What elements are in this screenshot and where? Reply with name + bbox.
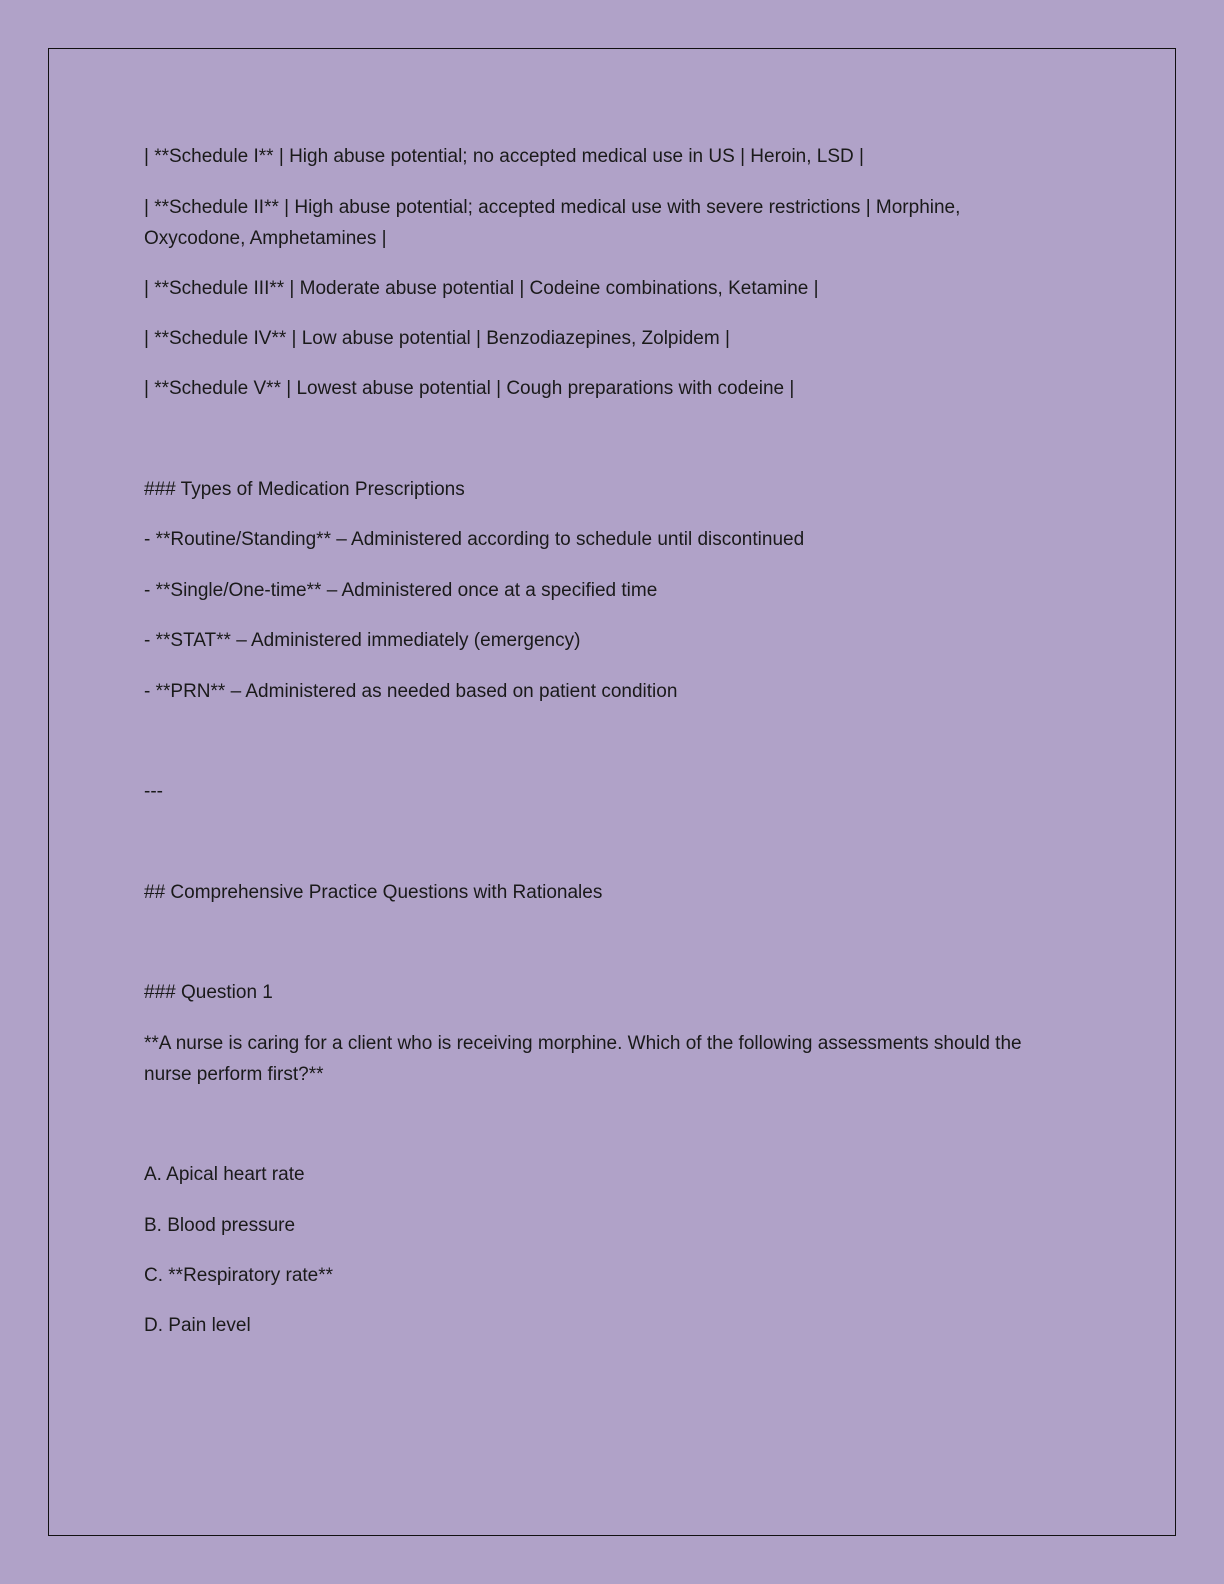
option-d: D. Pain level xyxy=(144,1315,251,1336)
schedule-row-1: | **Schedule I** | High abuse potential; no accepted medical use in US | Heroin, LSD | xyxy=(144,146,864,167)
question-text: **A nurse is caring for a client who is receiving morphine. Which of the following assessments should the nurse perform first?** xyxy=(144,1033,1022,1085)
option-a: A. Apical heart rate xyxy=(144,1164,305,1185)
section-heading: ## Comprehensive Practice Questions with Rationales xyxy=(144,882,603,903)
schedule-row-4: | **Schedule IV** | Low abuse potential | Benzodiazepines, Zolpidem | xyxy=(144,328,730,349)
schedule-row-3: | **Schedule III** | Moderate abuse potential | Codeine combinations, Ketamine | xyxy=(144,278,819,299)
schedule-row-5: | **Schedule V** | Lowest abuse potential | Cough preparations with codeine | xyxy=(144,378,795,399)
types-item-prn: - **PRN** – Administered as needed based on patient condition xyxy=(144,681,678,702)
schedule-row-2: | **Schedule II** | High abuse potential; accepted medical use with severe restrictions | Morphine, Oxycodone, Amphetamines | xyxy=(144,197,961,249)
option-c: C. **Respiratory rate** xyxy=(144,1265,334,1286)
types-item-stat: - **STAT** – Administered immediately (emergency) xyxy=(144,630,581,651)
types-heading: ### Types of Medication Prescriptions xyxy=(144,479,465,500)
option-b: B. Blood pressure xyxy=(144,1215,296,1236)
types-item-single: - **Single/One-time** – Administered once at a specified time xyxy=(144,580,658,601)
question-heading: ### Question 1 xyxy=(144,982,273,1003)
types-item-routine: - **Routine/Standing** – Administered according to schedule until discontinued xyxy=(144,529,805,550)
divider: --- xyxy=(144,781,163,802)
